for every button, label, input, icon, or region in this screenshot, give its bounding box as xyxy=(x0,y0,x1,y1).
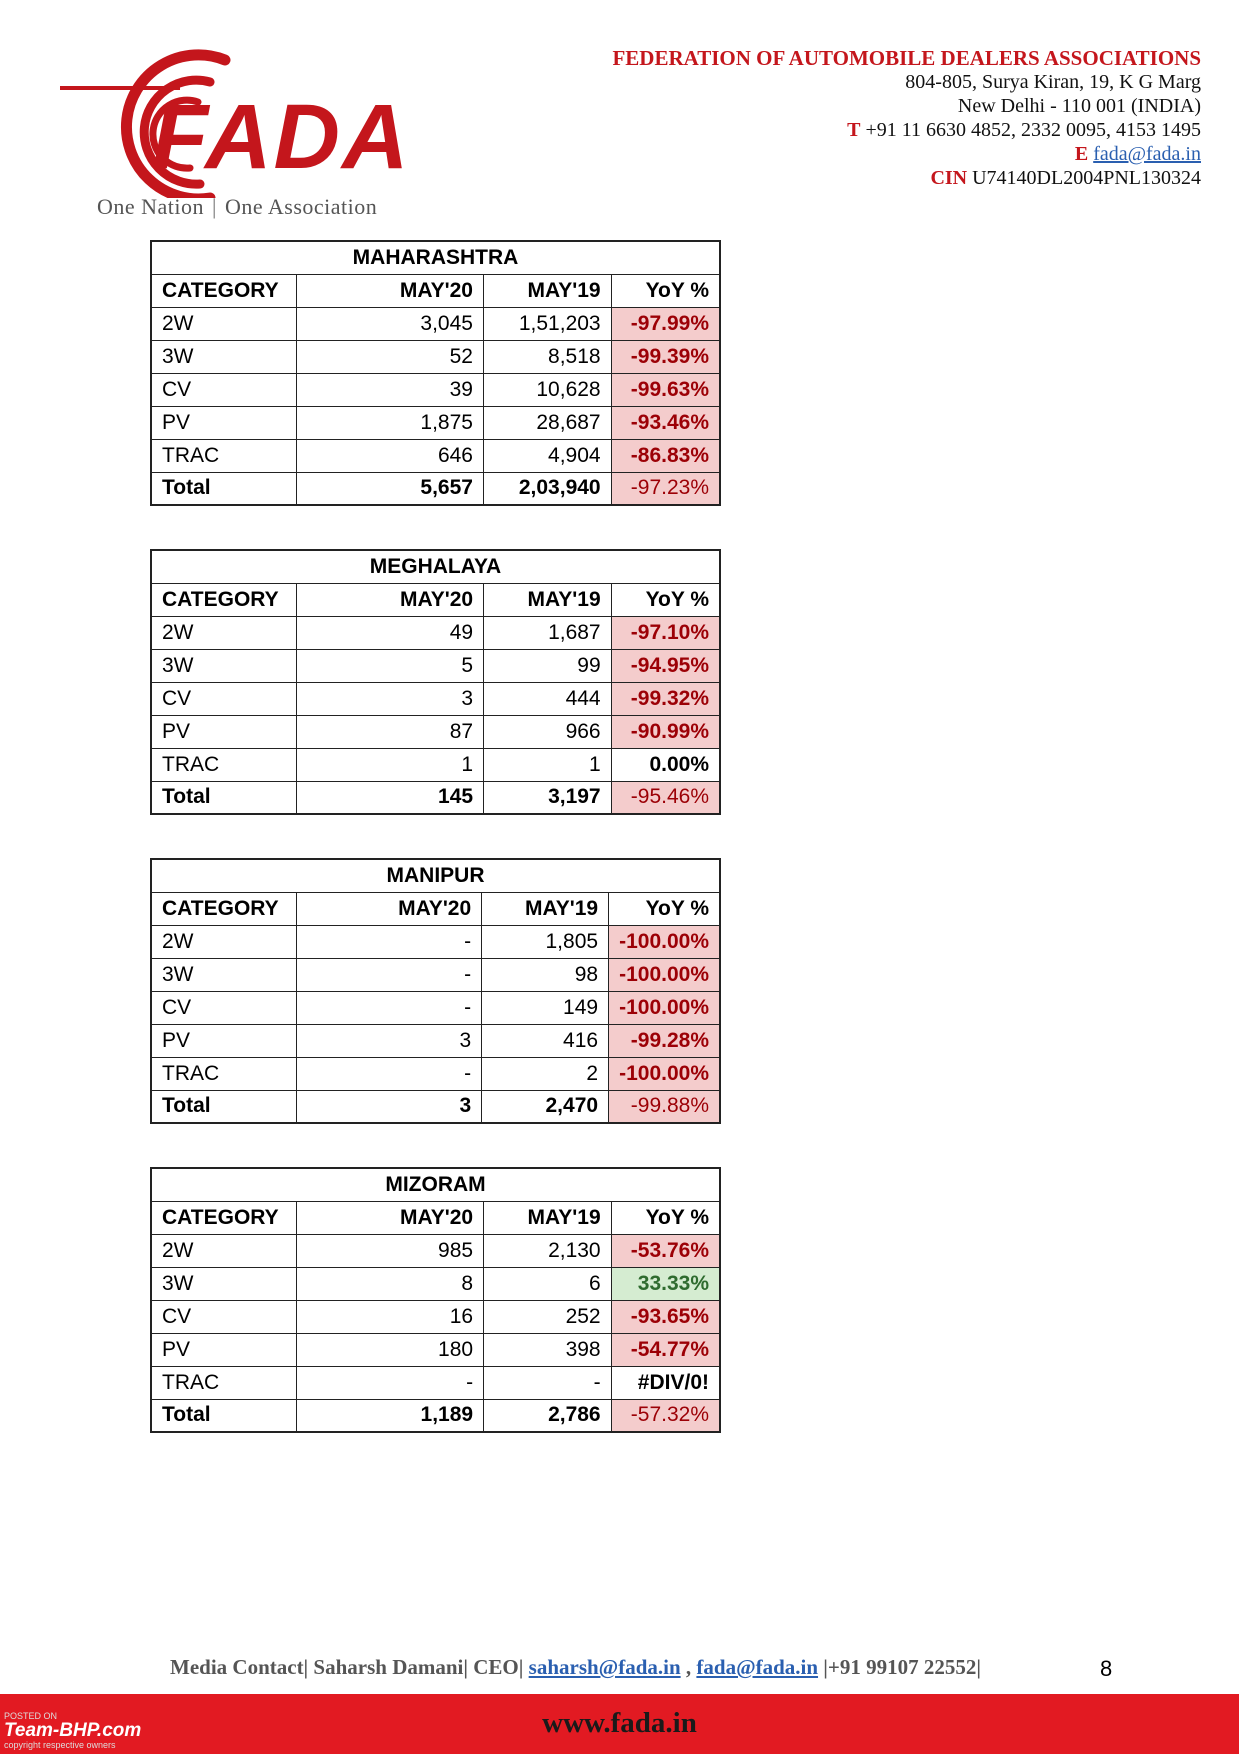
cell-yoy: -99.39% xyxy=(611,340,720,373)
cell-cat: TRAC xyxy=(151,1057,297,1090)
cell-may20: 8 xyxy=(297,1267,484,1300)
tagline-left: One Nation xyxy=(97,194,205,219)
cell-may20: - xyxy=(297,991,482,1024)
cell-cat: 3W xyxy=(151,1267,297,1300)
table-title-row xyxy=(151,1168,720,1201)
table-row xyxy=(151,1057,720,1090)
media-comma: , xyxy=(685,1655,692,1679)
cell-cat: TRAC xyxy=(151,1366,297,1399)
cell-may19: 2,786 xyxy=(484,1399,612,1432)
watermark-copyright: copyright respective owners xyxy=(4,1740,116,1750)
cell-may19: 3,197 xyxy=(484,781,612,814)
table-total-row xyxy=(151,781,720,814)
table-header-row xyxy=(151,274,720,307)
cell-may20: 5,657 xyxy=(297,472,484,505)
cell-yoy: -100.00% xyxy=(609,925,720,958)
cell-may19: 8,518 xyxy=(483,340,611,373)
column-header-may19: MAY'19 xyxy=(482,892,609,925)
cell-may19: 444 xyxy=(484,682,612,715)
cell-may20: - xyxy=(297,1057,482,1090)
cell-cat: Total xyxy=(151,472,297,505)
table-row xyxy=(151,1333,720,1366)
media-phone: |+91 99107 22552| xyxy=(823,1655,982,1679)
column-header-yoy: YoY % xyxy=(611,583,720,616)
cell-may19: 4,904 xyxy=(483,439,611,472)
table-row xyxy=(151,1024,720,1057)
column-header-yoy: YoY % xyxy=(611,1201,720,1234)
table-row xyxy=(151,682,720,715)
state-table-meghalaya xyxy=(150,549,721,815)
cell-may20: 985 xyxy=(297,1234,484,1267)
table-title-row xyxy=(151,550,720,583)
table-header-row xyxy=(151,583,720,616)
media-contact-prefix: Media Contact| Saharsh Damani| CEO| xyxy=(170,1655,524,1679)
cell-yoy: -99.28% xyxy=(609,1024,720,1057)
cell-cat: Total xyxy=(151,781,297,814)
phone-line xyxy=(612,118,1201,142)
cell-may20: 49 xyxy=(297,616,484,649)
cell-yoy: #DIV/0! xyxy=(611,1366,720,1399)
cell-yoy: -100.00% xyxy=(609,1057,720,1090)
cell-may20: - xyxy=(297,958,482,991)
cell-may19: 28,687 xyxy=(483,406,611,439)
cell-yoy: -95.46% xyxy=(611,781,720,814)
cell-may19: 98 xyxy=(482,958,609,991)
cell-yoy: -86.83% xyxy=(611,439,720,472)
email-label: E xyxy=(1074,143,1089,165)
state-name: MIZORAM xyxy=(151,1168,720,1201)
cell-may19: 149 xyxy=(482,991,609,1024)
cell-yoy: -99.63% xyxy=(611,373,720,406)
logo-text: FADA xyxy=(152,86,411,188)
column-header-may20: MAY'20 xyxy=(297,583,484,616)
cell-cat: Total xyxy=(151,1399,297,1432)
cell-may20: 5 xyxy=(297,649,484,682)
table-row xyxy=(151,406,720,439)
header-email-link[interactable]: fada@fada.in xyxy=(1093,143,1201,165)
column-header-yoy: YoY % xyxy=(611,274,720,307)
cell-yoy: -53.76% xyxy=(611,1234,720,1267)
cell-cat: PV xyxy=(151,715,297,748)
table-total-row xyxy=(151,472,720,505)
email-line xyxy=(612,142,1201,166)
page-number: 8 xyxy=(1100,1656,1113,1681)
fada-logo-icon xyxy=(60,48,430,198)
table-row xyxy=(151,649,720,682)
column-header-may19: MAY'19 xyxy=(484,1201,612,1234)
cell-may20: 145 xyxy=(297,781,484,814)
table-title-row xyxy=(151,241,720,274)
cell-may19: 10,628 xyxy=(483,373,611,406)
table-row xyxy=(151,1300,720,1333)
table-row xyxy=(151,439,720,472)
column-header-may20: MAY'20 xyxy=(297,1201,484,1234)
table-row xyxy=(151,925,720,958)
watermark-brand: Team-BHP.com xyxy=(4,1720,142,1741)
cell-cat: 3W xyxy=(151,958,297,991)
tagline-right: One Association xyxy=(224,194,378,219)
cell-may19: 416 xyxy=(482,1024,609,1057)
column-header-may19: MAY'19 xyxy=(483,274,611,307)
cell-may19: 252 xyxy=(484,1300,612,1333)
media-contact xyxy=(170,1655,981,1680)
footer-website[interactable]: www.fada.in xyxy=(542,1707,697,1739)
column-header-may20: MAY'20 xyxy=(297,892,482,925)
state-name: MEGHALAYA xyxy=(151,550,720,583)
cell-may19: 2 xyxy=(482,1057,609,1090)
cell-may19: 1 xyxy=(484,748,612,781)
tagline-separator: | xyxy=(212,194,217,219)
cell-cat: 3W xyxy=(151,340,297,373)
cell-may19: 6 xyxy=(484,1267,612,1300)
cell-cat: 2W xyxy=(151,307,297,340)
cell-cat: TRAC xyxy=(151,439,297,472)
cell-yoy: 33.33% xyxy=(611,1267,720,1300)
cell-cat: TRAC xyxy=(151,748,297,781)
cell-yoy: -93.65% xyxy=(611,1300,720,1333)
cell-yoy: -100.00% xyxy=(609,991,720,1024)
cin-label: CIN xyxy=(930,167,968,189)
phone-numbers: +91 11 6630 4852, 2332 0095, 4153 1495 xyxy=(865,119,1201,141)
cell-may20: 3,045 xyxy=(297,307,484,340)
cell-may19: 966 xyxy=(484,715,612,748)
table-row xyxy=(151,1366,720,1399)
table-row xyxy=(151,307,720,340)
column-header-may20: MAY'20 xyxy=(297,274,484,307)
cin-value: U74140DL2004PNL130324 xyxy=(972,167,1201,189)
cell-yoy: -97.23% xyxy=(611,472,720,505)
cell-cat: 3W xyxy=(151,649,297,682)
cell-may19: 2,130 xyxy=(484,1234,612,1267)
cell-may20: 16 xyxy=(297,1300,484,1333)
column-header-category: CATEGORY xyxy=(151,1201,297,1234)
cell-cat: 2W xyxy=(151,616,297,649)
column-header-category: CATEGORY xyxy=(151,583,297,616)
cell-may19: 2,470 xyxy=(482,1090,609,1123)
cell-yoy: -99.88% xyxy=(609,1090,720,1123)
cell-cat: CV xyxy=(151,991,297,1024)
cell-may19: 398 xyxy=(484,1333,612,1366)
table-row xyxy=(151,748,720,781)
cell-may20: 3 xyxy=(297,682,484,715)
table-header-row xyxy=(151,892,720,925)
cell-may20: 3 xyxy=(297,1090,482,1123)
table-row xyxy=(151,616,720,649)
table-row xyxy=(151,715,720,748)
table-total-row xyxy=(151,1399,720,1432)
cell-may20: 39 xyxy=(297,373,484,406)
cell-may19: - xyxy=(484,1366,612,1399)
cell-yoy: -54.77% xyxy=(611,1333,720,1366)
media-email-link-1[interactable]: saharsh@fada.in xyxy=(528,1655,681,1679)
column-header-may19: MAY'19 xyxy=(484,583,612,616)
column-header-yoy: YoY % xyxy=(609,892,720,925)
address-line-1: 804-805, Surya Kiran, 19, K G Marg xyxy=(905,71,1201,93)
cell-may19: 1,687 xyxy=(484,616,612,649)
column-header-category: CATEGORY xyxy=(151,892,297,925)
state-table-mizoram xyxy=(150,1167,721,1433)
header-address xyxy=(612,46,1201,190)
cell-may20: 52 xyxy=(297,340,484,373)
media-email-link-2[interactable]: fada@fada.in xyxy=(696,1655,819,1679)
cell-cat: CV xyxy=(151,1300,297,1333)
cell-may20: 180 xyxy=(297,1333,484,1366)
state-table-manipur xyxy=(150,858,721,1124)
cell-yoy: -99.32% xyxy=(611,682,720,715)
cell-may20: 1,875 xyxy=(297,406,484,439)
cell-may19: 1,51,203 xyxy=(483,307,611,340)
cell-yoy: -94.95% xyxy=(611,649,720,682)
table-header-row xyxy=(151,1201,720,1234)
phone-label: T xyxy=(847,119,861,141)
cell-cat: PV xyxy=(151,406,297,439)
table-row xyxy=(151,991,720,1024)
cell-may19: 1,805 xyxy=(482,925,609,958)
team-bhp-watermark xyxy=(4,1712,141,1750)
org-name: FEDERATION OF AUTOMOBILE DEALERS ASSOCIATIONS xyxy=(612,46,1201,70)
cell-may20: - xyxy=(297,1366,484,1399)
cell-may20: 87 xyxy=(297,715,484,748)
table-row xyxy=(151,1267,720,1300)
cell-cat: CV xyxy=(151,682,297,715)
cell-may20: 1,189 xyxy=(297,1399,484,1432)
cell-may19: 99 xyxy=(484,649,612,682)
cell-cat: PV xyxy=(151,1333,297,1366)
cell-may20: 1 xyxy=(297,748,484,781)
table-row xyxy=(151,373,720,406)
cell-yoy: -97.99% xyxy=(611,307,720,340)
cell-may19: 2,03,940 xyxy=(483,472,611,505)
cell-yoy: -97.10% xyxy=(611,616,720,649)
cell-may20: 646 xyxy=(297,439,484,472)
cell-cat: PV xyxy=(151,1024,297,1057)
table-total-row xyxy=(151,1090,720,1123)
table-row xyxy=(151,340,720,373)
cell-may20: - xyxy=(297,925,482,958)
state-table-maharashtra xyxy=(150,240,721,506)
cell-cat: 2W xyxy=(151,925,297,958)
state-name: MANIPUR xyxy=(151,859,720,892)
cell-yoy: -57.32% xyxy=(611,1399,720,1432)
address-line-2: New Delhi - 110 001 (INDIA) xyxy=(957,95,1201,117)
table-title-row xyxy=(151,859,720,892)
cell-cat: Total xyxy=(151,1090,297,1123)
cell-cat: CV xyxy=(151,373,297,406)
state-name: MAHARASHTRA xyxy=(151,241,720,274)
table-row xyxy=(151,958,720,991)
cell-yoy: -93.46% xyxy=(611,406,720,439)
cell-yoy: -100.00% xyxy=(609,958,720,991)
column-header-category: CATEGORY xyxy=(151,274,297,307)
logo-tagline xyxy=(97,194,377,220)
cell-cat: 2W xyxy=(151,1234,297,1267)
cell-yoy: 0.00% xyxy=(611,748,720,781)
watermark-posted-on: POSTED ON xyxy=(4,1711,58,1721)
cell-may20: 3 xyxy=(297,1024,482,1057)
cin-line xyxy=(612,166,1201,190)
table-row xyxy=(151,1234,720,1267)
cell-yoy: -90.99% xyxy=(611,715,720,748)
